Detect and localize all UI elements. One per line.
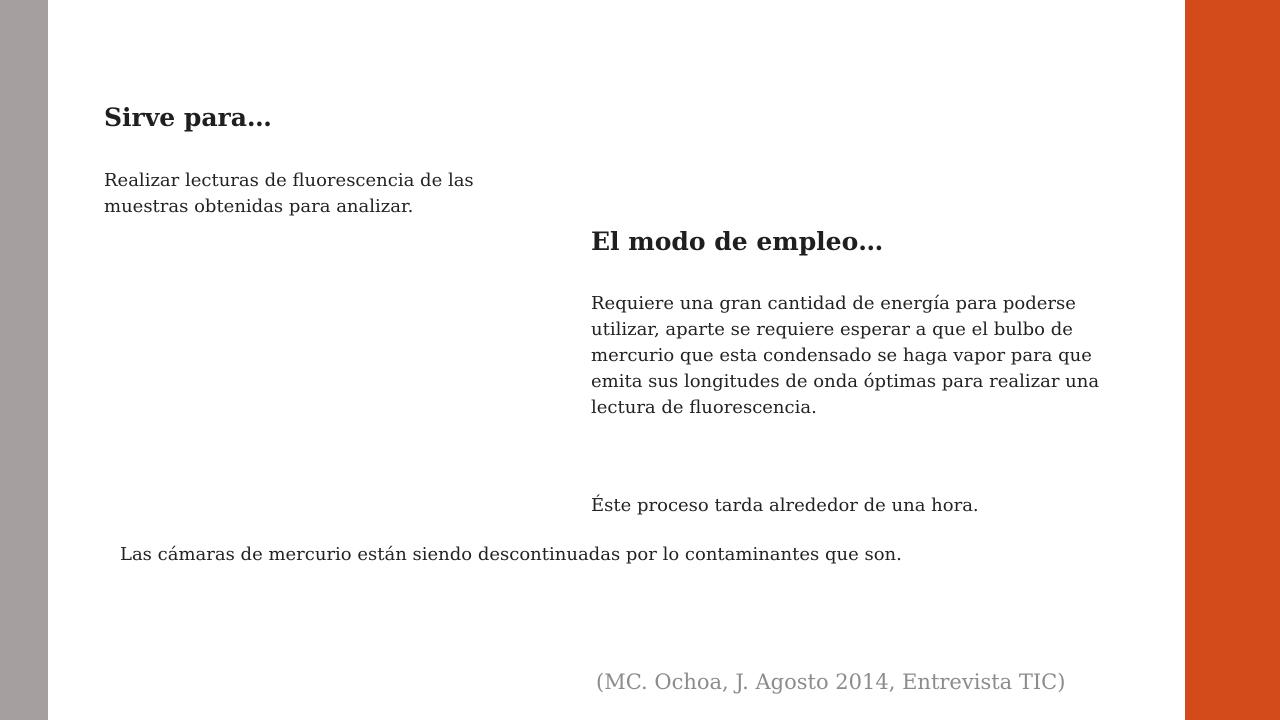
sirve-para-text: Realizar lecturas de fluorescencia de las muestras obtenidas para analizar. <box>104 170 474 217</box>
modo-de-empleo-text: Requiere una gran cantidad de energía para poderse utilizar, aparte se requiere esperar a que el bulbo de mercurio que esta condensado se haga vapor para que emita sus longitudes de onda óptimas para realizar una lectura de fluorescencia. <box>591 293 1100 418</box>
mercury-chambers-note: Las cámaras de mercurio están siendo descontinuadas por lo contaminantes que son. <box>120 544 902 565</box>
right-accent-bar <box>1185 0 1280 720</box>
process-duration-text: Éste proceso tarda alrededor de una hora. <box>591 495 979 516</box>
citation: (MC. Ochoa, J. Agosto 2014, Entrevista TIC) <box>596 670 1066 694</box>
modo-de-empleo-heading: El modo de empleo… <box>591 227 884 256</box>
left-accent-bar <box>0 0 48 720</box>
sirve-para-heading: Sirve para… <box>104 103 272 132</box>
